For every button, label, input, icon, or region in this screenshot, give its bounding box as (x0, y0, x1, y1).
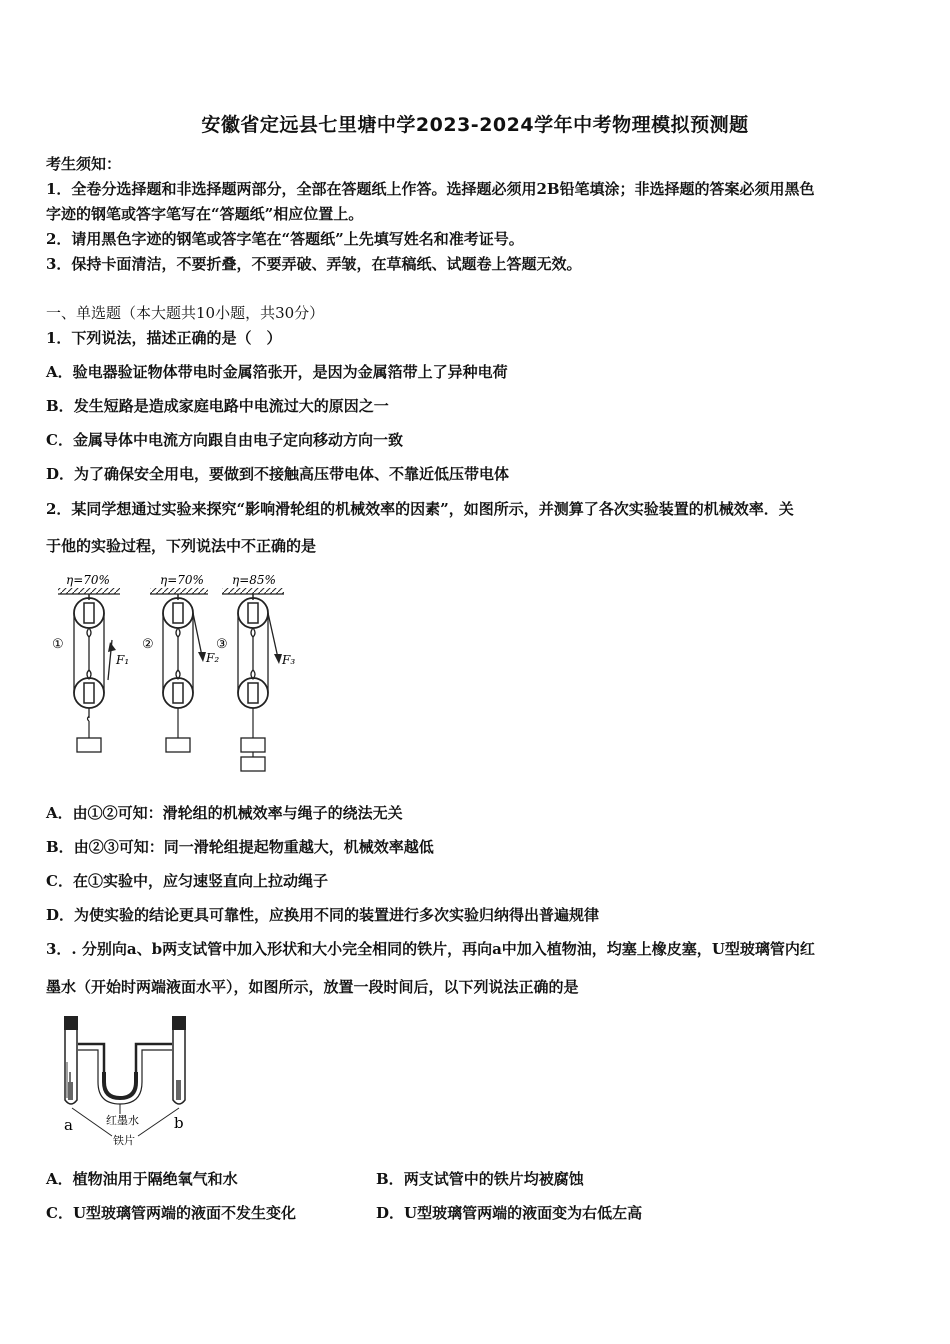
option-text: 植物油用于隔绝氧气和水 (72, 1170, 238, 1188)
setup-number-1: ① (52, 637, 64, 652)
eta-label-3: η=85% (232, 573, 276, 587)
notice-heading: 考生须知： (46, 155, 122, 173)
q1-stem: 1．下列说法，描述正确的是（ ） (46, 329, 282, 347)
option-text: 在①实验中，应匀速竖直向上拉动绳子 (72, 872, 328, 890)
option-text: 由②③可知：同一滑轮组提起物重越大，机械效率越低 (73, 838, 434, 856)
option-text: 验电器验证物体带电时金属箔张开，是因为金属箔带上了异种电荷 (72, 363, 508, 381)
q3-option-a (46, 1168, 238, 1189)
option-label: C． (46, 872, 73, 890)
option-text: 为使实验的结论更具可靠性，应换用不同的装置进行多次实验归纳得出普遍规律 (74, 906, 600, 924)
iron-label: 铁片 (113, 1134, 135, 1147)
pulley-setup-2 (142, 573, 219, 752)
test-tube-figure (58, 1012, 198, 1152)
notice-item-2: 2．请用黑色字迹的钢笔或答字笔在“答题纸”上先填写姓名和准考证号。 (46, 230, 524, 248)
option-label: B． (46, 838, 74, 856)
option-label: C． (46, 431, 73, 449)
option-label: A． (46, 804, 73, 822)
tube-a-label: a (64, 1116, 73, 1134)
option-label: C． (46, 1204, 73, 1222)
option-text: U型玻璃管两端的液面不发生变化 (72, 1204, 297, 1222)
q3-option-d (376, 1202, 642, 1223)
q1-option-c (46, 429, 403, 450)
u-tube (78, 1044, 172, 1104)
option-text: 金属导体中电流方向跟自由电子定向移动方向一致 (72, 431, 403, 449)
option-text: 由①②可知：滑轮组的机械效率与绳子的绕法无关 (72, 804, 403, 822)
q3-option-c (46, 1202, 296, 1223)
option-label: B． (376, 1170, 404, 1188)
option-label: A． (46, 363, 73, 381)
option-label: D． (46, 906, 75, 924)
pulley-setup-3 (216, 573, 295, 771)
q2-option-a (46, 802, 403, 823)
option-label: D． (376, 1204, 405, 1222)
option-text: U型玻璃管两端的液面变为右低左高 (404, 1204, 643, 1222)
option-label: A． (46, 1170, 73, 1188)
option-text: 为了确保安全用电，要做到不接触高压带电体、不靠近低压带电体 (74, 465, 510, 483)
q2-option-b (46, 836, 434, 857)
q2-stem-line1: 2．某同学想通过实验来探究“影响滑轮组的机械效率的因素”，如图所示，并测算了各次实验装置的机械效率．关 (46, 500, 794, 518)
q1-option-a (46, 361, 508, 382)
q2-option-d (46, 904, 599, 925)
force-label-1: F₁ (116, 653, 130, 667)
q3-stem-line2: 墨水（开始时两端液面水平），如图所示，放置一段时间后，以下列说法正确的是 (46, 978, 579, 996)
q2-stem-line2: 于他的实验过程，下列说法中不正确的是 (46, 537, 317, 555)
option-label: B． (46, 397, 74, 415)
tube-a (64, 1016, 78, 1104)
tube-b (172, 1016, 186, 1104)
tube-b-label: b (174, 1114, 184, 1132)
q1-option-d (46, 463, 509, 484)
notice-item-1-cont: 字迹的钢笔或答字笔写在“答题纸”相应位置上。 (46, 205, 364, 223)
q3-option-b (376, 1168, 584, 1189)
pulley-setup-1 (52, 573, 129, 752)
eta-label-1: η=70% (66, 573, 110, 587)
setup-number-3: ③ (216, 637, 228, 652)
option-text: 发生短路是造成家庭电路中电流过大的原因之一 (73, 397, 389, 415)
ink-label: 红墨水 (106, 1114, 139, 1127)
force-label-2: F₂ (206, 651, 220, 665)
pulley-figure (50, 568, 310, 778)
option-label: D． (46, 465, 75, 483)
setup-number-2: ② (142, 637, 154, 652)
section-heading: 一、单选题（本大题共10小题，共30分） (46, 304, 325, 322)
notice-item-1: 1．全卷分选择题和非选择题两部分，全部在答题纸上作答。选择题必须用2B铅笔填涂；非选择题的答案必须用黑色 (46, 180, 815, 198)
notice-item-3: 3．保持卡面清洁，不要折叠，不要弄破、弄皱，在草稿纸、试题卷上答题无效。 (46, 255, 582, 273)
q2-option-c (46, 870, 328, 891)
force-label-3: F₃ (282, 653, 296, 667)
q1-option-b (46, 395, 389, 416)
option-text: 两支试管中的铁片均被腐蚀 (403, 1170, 584, 1188)
eta-label-2: η=70% (160, 573, 204, 587)
page-title: 安徽省定远县七里塘中学2023-2024学年中考物理模拟预测题 (201, 114, 749, 136)
q3-stem-line1: 3．. 分别向a、b两支试管中加入形状和大小完全相同的铁片，再向a中加入植物油，均塞上橡皮塞，U型玻璃管内红 (46, 940, 815, 958)
